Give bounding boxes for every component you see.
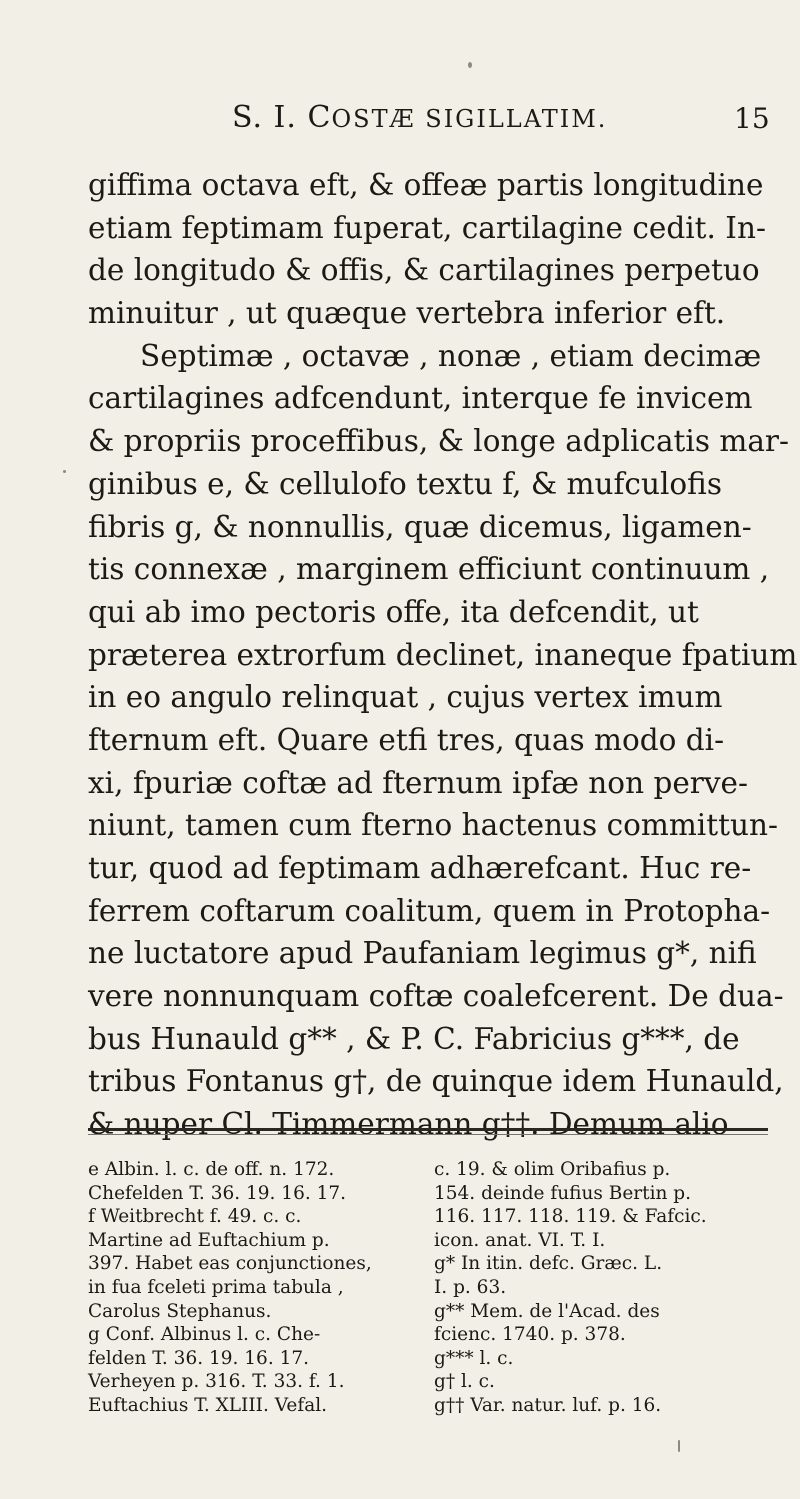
footnote-line: e Albin. l. c. de off. n. 172. <box>88 1159 335 1180</box>
text-line: & propriis proceffibus, & longe adplicatis mar- <box>88 424 789 459</box>
text-line: in eo angulo relinquat , cujus vertex imum <box>88 680 723 715</box>
footnote-line: g†† Var. natur. luf. p. 16. <box>434 1394 662 1416</box>
text-line: fibris g, & nonnullis, quæ dicemus, ligamen- <box>88 509 752 544</box>
paper-speck <box>678 1440 680 1452</box>
text-line: tur, quod ad feptimam adhærefcant. Huc re- <box>88 851 752 885</box>
footnote-rule <box>88 1128 768 1131</box>
text-line: vere nonnunquam coftæ coalefcerent. De dua- <box>88 979 784 1014</box>
footnote-line: in fua fceleti prima tabula , <box>88 1276 344 1298</box>
text-line: de longitudo & offis, & cartilagines perpetuo <box>88 253 760 288</box>
footnote-line: Chefelden T. 36. 19. 16. 17. <box>88 1182 347 1204</box>
text-line: cartilagines adfcendunt, interque fe invicem <box>88 381 753 416</box>
running-head-title: OSTÆ SIGILLATIM. <box>331 105 608 133</box>
footnote-line: c. 19. & olim Oribafius p. <box>434 1159 671 1180</box>
text-line: minuitur , ut quæque vertebra inferior eft. <box>88 296 726 331</box>
text-line: ginibus e, & cellulofo textu f, & mufculofis <box>88 466 722 501</box>
footnote-line: g** Mem. de l'Acad. des <box>434 1300 660 1322</box>
text-line: niunt, tamen cum fterno hactenus committun- <box>88 808 778 843</box>
text-line: tis connexæ , marginem efficiunt continuum , <box>88 552 770 587</box>
footnote-line: f Weitbrecht f. 49. c. c. <box>88 1206 302 1228</box>
footnote-line: 397. Habet eas conjunctiones, <box>88 1253 372 1275</box>
footnote-line: g* In itin. defc. Græc. L. <box>434 1253 663 1275</box>
text-line: qui ab imo pectoris offe, ita defcendit, ut <box>88 594 699 629</box>
text-line: ne luctatore apud Paufaniam legimus g*, nifi <box>88 936 757 971</box>
paper-speck <box>63 470 66 473</box>
footnote-line: felden T. 36. 19. 16. 17. <box>88 1347 310 1369</box>
footnote-line: icon. anat. VI. T. I. <box>434 1229 606 1251</box>
text-line: ferrem coftarum coalitum, quem in Protopha- <box>88 893 771 928</box>
footnote-line: fcienc. 1740. p. 378. <box>434 1324 626 1346</box>
footnote-line: Euftachius T. XLIII. Vefal. <box>88 1394 328 1416</box>
text-line: xi, fpuriæ coftæ ad fternum ipfæ non perve- <box>88 765 748 800</box>
footnote-rule-thin <box>88 1134 768 1135</box>
footnote-line: 154. deinde fufius Bertin p. <box>434 1182 692 1204</box>
footnote-line: Carolus Stephanus. <box>88 1300 272 1322</box>
footnotes-left-column <box>88 1158 426 1418</box>
running-head-initial: C <box>307 100 332 135</box>
footnote-line: g† l. c. <box>434 1371 495 1393</box>
footnote-line: g*** l. c. <box>434 1347 514 1369</box>
text-line: fternum eft. Quare etfi tres, quas modo di- <box>88 722 725 757</box>
footnote-line: I. p. 63. <box>434 1276 507 1298</box>
running-head-prefix: S. I. <box>232 100 297 135</box>
footnotes-right-column <box>434 1158 774 1418</box>
text-line: bus Hunauld g** , & P. C. Fabricius g***, de <box>88 1021 740 1056</box>
page-number: 15 <box>734 102 770 135</box>
text-line: etiam feptimam fuperat, cartilagine cedit. In- <box>88 210 766 245</box>
running-head <box>232 100 608 148</box>
footnote-line: Martine ad Euftachium p. <box>88 1229 330 1251</box>
text-line: giffima octava eft, & offeæ partis longitudine <box>88 168 764 202</box>
footnote-line: g Conf. Albinus l. c. Che- <box>88 1324 321 1346</box>
text-line: tribus Fontanus g†, de quinque idem Hunauld, <box>88 1064 784 1099</box>
text-line: & nuper Cl. Timmermann g††. Demum alio <box>88 1107 729 1142</box>
body-text <box>88 164 798 1146</box>
footnote-line: 116. 117. 118. 119. & Fafcic. <box>434 1206 707 1228</box>
text-line: Septimæ , octavæ , nonæ , etiam decimæ <box>140 338 762 373</box>
text-line: præterea extrorfum declinet, inaneque fpatium <box>88 637 798 672</box>
footnote-line: Verheyen p. 316. T. 33. f. 1. <box>88 1371 345 1393</box>
paper-speck <box>468 62 472 68</box>
